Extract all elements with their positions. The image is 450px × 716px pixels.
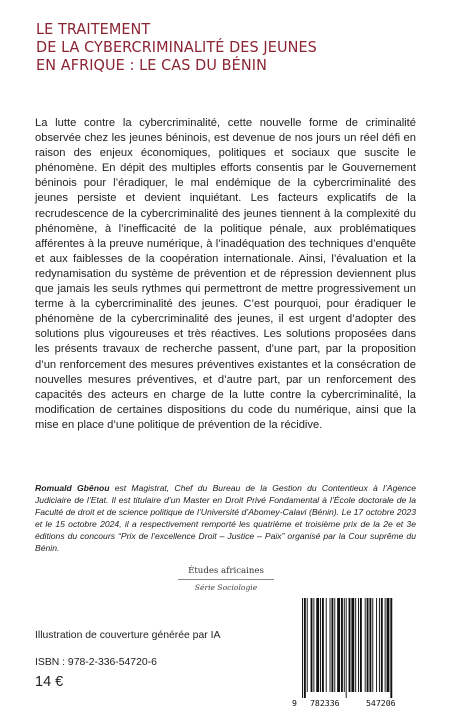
title-line-2: DE LA CYBERCRIMINALITÉ DES JEUNES	[36, 38, 317, 56]
barcode-bars	[292, 598, 412, 700]
series-name: Études africaines	[178, 566, 274, 580]
author-bio-text: est Magistrat, Chef du Bureau de la Gestion du Contentieux à l’Agence Judiciaire de l’Etat. Il est titulaire d’un Master en Droit Privé Fondamental à l’École doctorale de la Faculté de droit et de science politique de l’Université d’Abomey-Calavi (Bénin). Le 17 octobre 2023 et le 15 octobre 2024, il a respectivement remporté les quatrième et troisième prix de la 2e et 3e éditions du concours “Prix de l’excellence Droit – Justice – Paix” organisé par la Cour suprême du Bénin.	[35, 483, 416, 553]
barcode-digit-first: 9	[292, 698, 297, 708]
book-summary: La lutte contre la cybercriminalité, cette nouvelle forme de criminalité observée chez les jeunes béninois, est devenue de nos jours un réel défi en raison des enjeux économiques, politiques et sociaux que suscite le phénomène. En dépit des multiples efforts consentis par le Gouvernement béninois pour l’éradiquer, le mal endémique de la cybercriminalité des jeunes persiste et devient inquiétant. Les facteurs explicatifs de la recrudescence de la cybercriminalité des jeunes tiennent à la complexité du phénomène, à l’inefficacité de la politique pénale, aux problématiques afférentes à la preuve numérique, à l’inadéquation des techniques d’enquête et aux faiblesses de la coopération internationale. Ainsi, l’évaluation et la redynamisation du système de prévention et de répression deviennent plus que jamais les seuls rythmes qui permettront de mettre progressivement un terme à la cybercriminalité des jeunes. C’est pourquoi, pour éradiquer le phénomène de la cybercriminalité des jeunes, il est urgent d’adopter des solutions plus vigoureuses et très réactives. Les solutions proposées dans les présents travaux de recherche passent, d’une part, par la proposition d’un renforcement des mesures préventives existantes et la consécration de nouvelles mesures préventives, et d’autre part, par un renforcement des capacités des acteurs en charge de la lutte contre la cybercriminalité, la modification de certaines dispositions du code du numérique, ainsi que la mise en place d’une politique de prévention de la récidive.	[35, 117, 416, 431]
barcode-bar	[334, 598, 335, 692]
price: 14 €	[35, 674, 64, 690]
barcode-bar	[390, 598, 392, 698]
barcode-bar	[360, 598, 362, 692]
barcode-bar	[376, 598, 377, 692]
barcode-bar	[320, 598, 321, 692]
author-bio	[35, 483, 416, 554]
title-line-1: LE TRAITEMENT	[36, 20, 151, 38]
barcode-bar	[346, 598, 347, 698]
barcode-bar	[337, 598, 340, 692]
barcode-bar	[349, 598, 351, 692]
author-name: Romuald Gbênou	[35, 483, 110, 493]
barcode-bar	[313, 598, 314, 692]
barcode-bar	[311, 598, 313, 692]
series-logo	[178, 566, 274, 592]
series-subtitle: Série Sociologie	[194, 583, 258, 592]
barcode-bar	[304, 598, 306, 698]
barcode-bar	[341, 598, 343, 692]
barcode-bar	[365, 598, 366, 692]
title-line-3: EN AFRIQUE : LE CAS DU BÉNIN	[36, 56, 267, 74]
barcode-bar	[387, 598, 390, 692]
barcode-bar	[381, 598, 383, 692]
cover-credit: Illustration de couverture générée par IA	[35, 630, 221, 641]
barcode-bar	[355, 598, 356, 692]
barcode-bar	[322, 598, 324, 692]
barcode-bar	[331, 598, 333, 692]
barcode-bar	[344, 598, 345, 692]
barcode-bar	[351, 598, 354, 692]
barcode-bar	[372, 598, 373, 692]
barcode-group-left: 782336	[310, 698, 340, 708]
barcode-bar	[385, 598, 386, 692]
barcode-bar	[369, 598, 371, 692]
barcode-group-right: 547206	[366, 698, 396, 708]
barcode	[292, 598, 412, 708]
barcode-bar	[367, 598, 369, 692]
isbn: ISBN : 978-2-336-54720-6	[35, 657, 157, 668]
barcode-bar	[330, 598, 331, 692]
barcode-bar	[316, 598, 319, 692]
barcode-bar	[326, 598, 327, 692]
barcode-bar	[358, 598, 359, 692]
barcode-bar	[307, 598, 308, 692]
barcode-bar	[302, 598, 303, 698]
barcode-bar	[379, 598, 380, 692]
book-title	[36, 20, 389, 74]
